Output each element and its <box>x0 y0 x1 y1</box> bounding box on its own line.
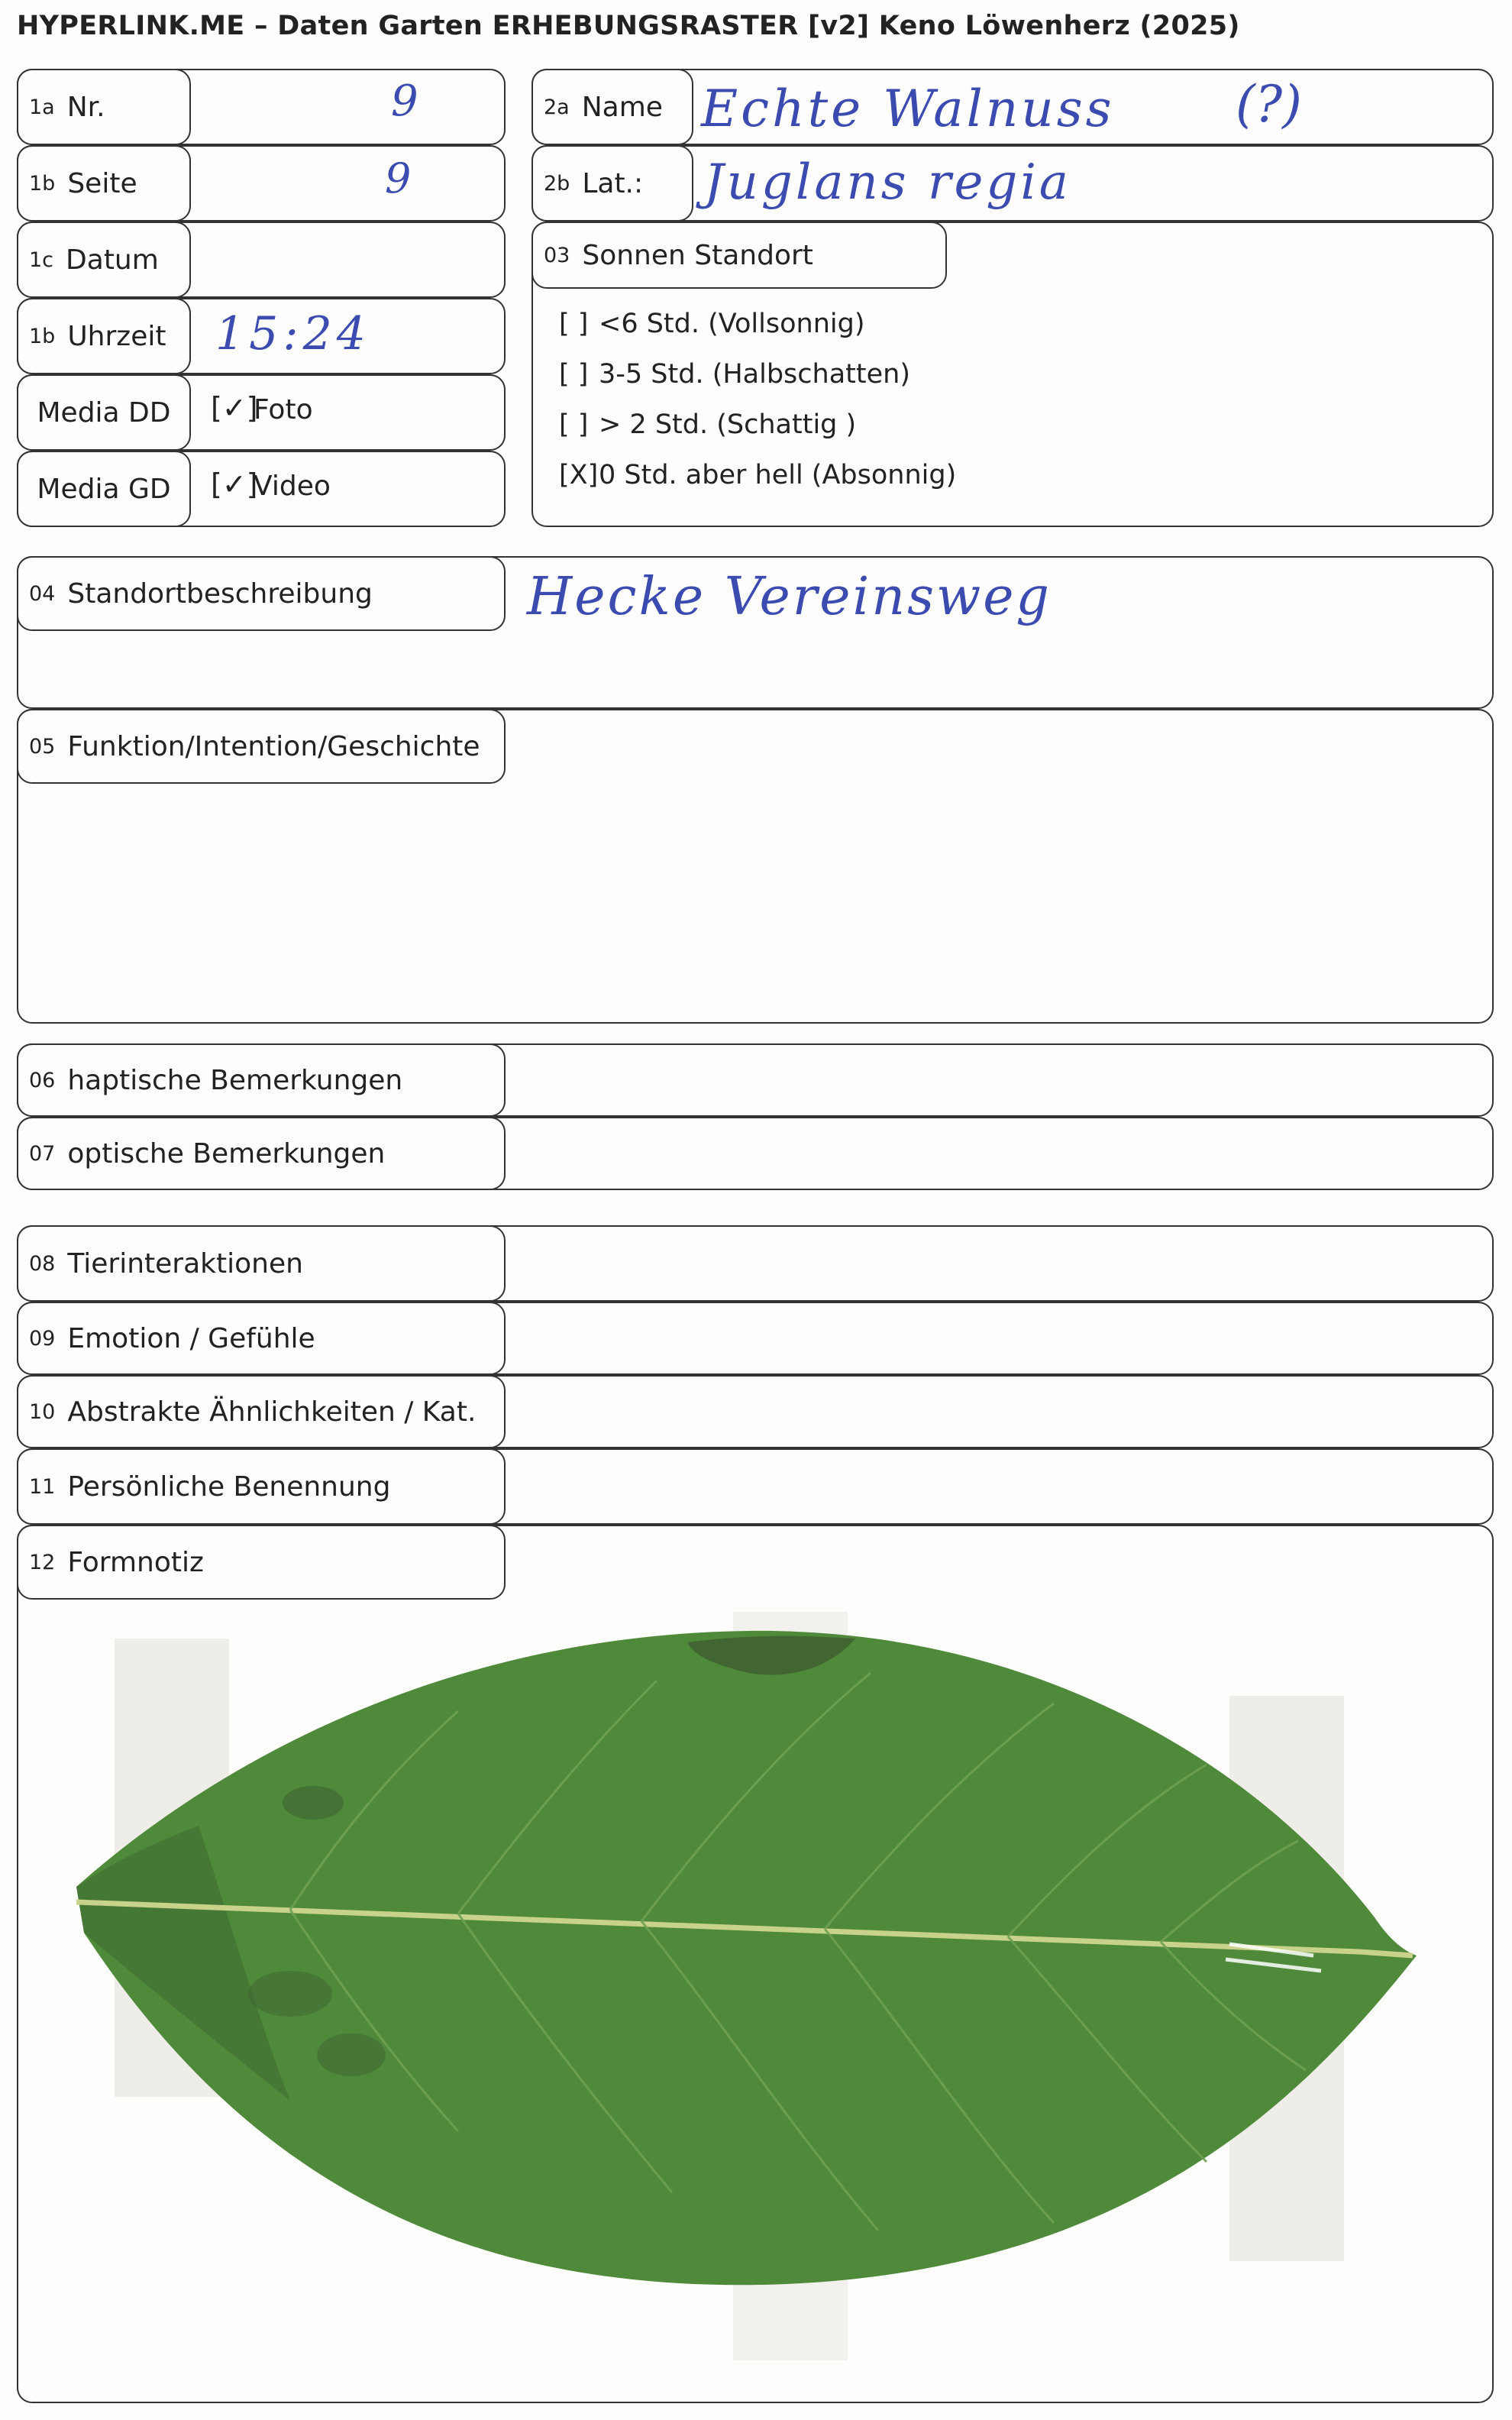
emotion-number: 09 <box>29 1326 56 1351</box>
nr-label: Nr. <box>66 91 105 123</box>
media-gd-label-box <box>17 451 191 527</box>
benennung-label: Persönliche Benennung <box>67 1470 391 1503</box>
funktion-label: Funktion/Intention/Geschichte <box>67 730 480 762</box>
funktion-number: 05 <box>29 734 56 759</box>
nr-value: 9 <box>391 76 418 126</box>
tier-label: Tierinteraktionen <box>67 1247 303 1280</box>
formnotiz-number: 12 <box>29 1550 56 1574</box>
sonnen-option-checkbox[interactable]: [ ] <box>559 309 589 339</box>
media-gd-label: Media GD <box>37 473 171 505</box>
name-label: Name <box>581 91 663 123</box>
sonnen-label-box <box>531 222 947 289</box>
media-dd-label: Media DD <box>37 396 171 429</box>
standort-value: Hecke Vereinsweg <box>527 567 1052 627</box>
emotion-label: Emotion / Gefühle <box>67 1322 315 1354</box>
sonnen-option-checkbox[interactable]: [X] <box>559 460 599 490</box>
uhrzeit-label-box <box>17 298 191 374</box>
standort-label: Standortbeschreibung <box>67 578 373 610</box>
uhrzeit-label: Uhrzeit <box>67 320 166 352</box>
seite-label-box <box>17 145 191 222</box>
datum-label-box <box>17 222 191 298</box>
sonnen-option-text: 3-5 Std. (Halbschatten) <box>599 359 910 390</box>
funktion-label-box <box>17 709 506 784</box>
abstrakt-label: Abstrakte Ähnlichkeiten / Kat. <box>67 1396 477 1428</box>
standort-number: 04 <box>29 581 56 606</box>
nr-label-box <box>17 69 191 145</box>
name-note: (?) <box>1236 75 1302 134</box>
sonnen-number: 03 <box>544 243 570 267</box>
lat-value: Juglans regia <box>704 154 1071 211</box>
formnotiz-label-box <box>17 1525 506 1600</box>
emotion-label-box <box>17 1302 506 1375</box>
sonnen-option[interactable] <box>559 409 856 440</box>
walnut-leaf-image <box>61 1612 1436 2376</box>
sonnen-option[interactable] <box>559 309 864 339</box>
sonnen-option-checkbox[interactable]: [ ] <box>559 409 589 440</box>
nr-number: 1a <box>29 95 55 119</box>
sonnen-option-checkbox[interactable]: [ ] <box>559 359 589 390</box>
lat-label-box <box>531 145 693 222</box>
haptisch-label-box <box>17 1043 506 1117</box>
sonnen-label: Sonnen Standort <box>582 239 813 271</box>
haptisch-number: 06 <box>29 1068 56 1092</box>
tier-number: 08 <box>29 1251 56 1276</box>
uhrzeit-value: 15:24 <box>215 307 370 361</box>
optisch-label: optische Bemerkungen <box>67 1137 386 1170</box>
datum-number: 1c <box>29 247 54 272</box>
benennung-label-box <box>17 1448 506 1525</box>
media-gd-checkbox[interactable]: [✓] <box>211 467 258 501</box>
formnotiz-label: Formnotiz <box>67 1546 204 1578</box>
sonnen-option[interactable] <box>559 359 910 390</box>
seite-label: Seite <box>67 167 137 199</box>
optisch-label-box <box>17 1117 506 1190</box>
optisch-number: 07 <box>29 1141 56 1166</box>
uhrzeit-number: 1b <box>29 324 56 348</box>
sonnen-option-text: > 2 Std. (Schattig ) <box>599 409 857 440</box>
sonnen-option[interactable] <box>559 460 956 490</box>
haptisch-label: haptische Bemerkungen <box>67 1064 403 1096</box>
media-gd-option: Video <box>254 471 331 502</box>
name-number: 2a <box>544 95 570 119</box>
sonnen-option-text: <6 Std. (Vollsonnig) <box>599 309 865 339</box>
lat-number: 2b <box>544 171 570 196</box>
page-header: HYPERLINK.ME – Daten Garten ERHEBUNGSRASTER [v2] Keno Löwenherz (2025) <box>17 11 1240 41</box>
abstrakt-label-box <box>17 1375 506 1448</box>
standort-label-box <box>17 556 506 631</box>
seite-number: 1b <box>29 171 56 196</box>
name-value: Echte Walnuss <box>701 79 1115 138</box>
name-label-box <box>531 69 693 145</box>
datum-label: Datum <box>66 244 159 276</box>
media-dd-checkbox[interactable]: [✓] <box>211 391 258 425</box>
seite-value: 9 <box>385 154 412 202</box>
tier-label-box <box>17 1225 506 1302</box>
leaf-blade <box>76 1631 1417 2285</box>
abstrakt-number: 10 <box>29 1399 56 1424</box>
lat-label: Lat.: <box>582 167 644 199</box>
tape-strip <box>733 2276 848 2360</box>
sonnen-option-text: 0 Std. aber hell (Absonnig) <box>599 460 957 490</box>
benennung-number: 11 <box>29 1474 56 1499</box>
media-dd-option: Foto <box>254 394 313 425</box>
media-dd-label-box <box>17 374 191 451</box>
